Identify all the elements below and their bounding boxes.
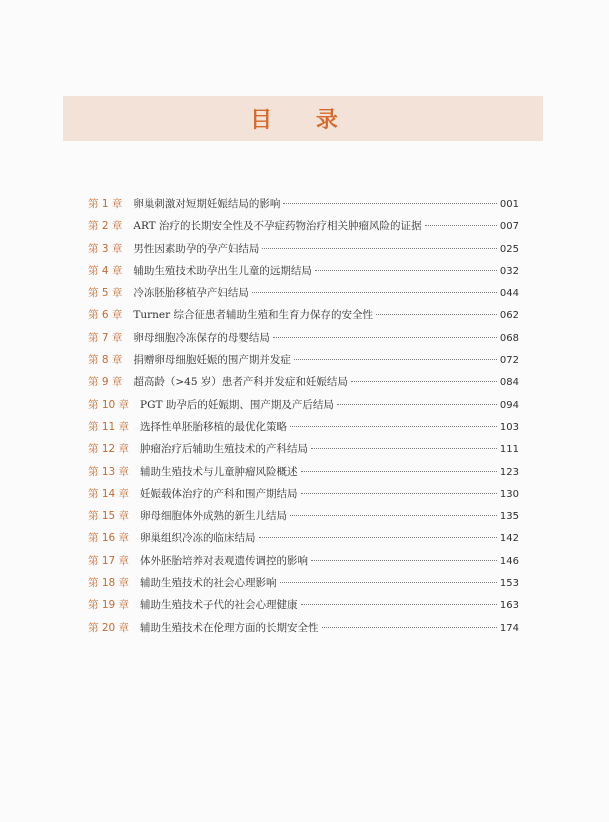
page-number: 084: [499, 377, 519, 389]
toc-entry[interactable]: [88, 530, 519, 552]
chapter-title: Turner 综合征患者辅助生殖和生育力保存的安全性: [133, 309, 373, 322]
dot-leader: [301, 471, 497, 472]
page-number: 025: [499, 243, 519, 255]
dot-leader: [294, 359, 497, 360]
toc-entry[interactable]: [88, 441, 519, 463]
chapter-title: 卵母细胞冷冻保存的母婴结局: [133, 331, 270, 344]
toc-entry[interactable]: [88, 575, 519, 597]
dot-leader: [262, 248, 497, 249]
chapter-number: 第 1 章: [88, 198, 123, 210]
chapter-number: 第 8 章: [88, 354, 123, 367]
dot-leader: [315, 270, 497, 271]
page-number: 142: [499, 533, 519, 545]
page-number: 072: [499, 355, 519, 367]
dot-leader: [280, 582, 497, 583]
page-number: 007: [499, 221, 519, 233]
dot-leader: [322, 627, 497, 628]
dot-leader: [252, 292, 497, 293]
dot-leader: [376, 314, 497, 315]
page-number: 044: [499, 288, 519, 300]
page-number: 163: [499, 600, 519, 612]
chapter-number: 第 4 章: [88, 264, 123, 277]
chapter-number: 第 9 章: [88, 376, 123, 389]
chapter-title: PGT 助孕后的妊娠期、围产期及产后结局: [140, 398, 334, 411]
toc-entry[interactable]: [88, 374, 519, 396]
dot-leader: [283, 203, 497, 204]
dot-leader: [301, 604, 497, 605]
toc-entry[interactable]: [88, 352, 519, 374]
toc-entry[interactable]: [88, 196, 519, 218]
dot-leader: [311, 448, 497, 449]
page-number: 032: [499, 265, 519, 277]
page-number: 103: [499, 421, 519, 433]
chapter-title: 辅助生殖技术子代的社会心理健康: [140, 599, 298, 612]
chapter-number: 第 10 章: [88, 398, 130, 411]
dot-leader: [425, 225, 497, 226]
dot-leader: [351, 381, 497, 382]
page-title: 目 录: [250, 107, 356, 133]
chapter-title: 卵巢刺激对短期妊娠结局的影响: [133, 198, 281, 210]
chapter-title: 捐赠卵母细胞妊娠的围产期并发症: [133, 354, 291, 367]
toc-entry[interactable]: [88, 307, 519, 329]
toc-entry[interactable]: [88, 620, 519, 642]
toc-entry[interactable]: [88, 486, 519, 508]
chapter-number: 第 5 章: [88, 287, 123, 300]
page-number: 123: [499, 466, 519, 478]
dot-leader: [290, 426, 497, 427]
page-number: 135: [499, 511, 519, 523]
title-band: [63, 96, 543, 141]
page-number: 153: [499, 578, 519, 590]
page-number: 130: [499, 488, 519, 500]
chapter-title: 冷冻胚胎移植孕产妇结局: [133, 287, 249, 300]
chapter-title: 选择性单胚胎移植的最优化策略: [140, 420, 288, 433]
chapter-number: 第 13 章: [88, 465, 130, 478]
page-number: 062: [499, 310, 519, 322]
chapter-number: 第 20 章: [88, 621, 130, 634]
chapter-title: ART 治疗的长期安全性及不孕症药物治疗相关肿瘤风险的证据: [133, 220, 422, 233]
page-number: 001: [499, 199, 519, 210]
dot-leader: [290, 515, 497, 516]
toc-entry[interactable]: [88, 397, 519, 419]
chapter-title: 卵巢组织冷冻的临床结局: [140, 532, 256, 545]
chapter-title: 辅助生殖技术助孕出生儿童的远期结局: [133, 264, 312, 277]
chapter-number: 第 15 章: [88, 510, 130, 523]
toc-entry[interactable]: [88, 419, 519, 441]
page-number: 146: [499, 555, 519, 567]
page-number: 094: [499, 399, 519, 411]
chapter-title: 卵母细胞体外成熟的新生儿结局: [140, 510, 288, 523]
toc-entry[interactable]: [88, 553, 519, 575]
chapter-number: 第 17 章: [88, 554, 130, 567]
page-number: 174: [499, 622, 519, 634]
toc-entry[interactable]: [88, 508, 519, 530]
dot-leader: [259, 537, 497, 538]
chapter-number: 第 7 章: [88, 331, 123, 344]
chapter-title: 肿瘤治疗后辅助生殖技术的产科结局: [140, 443, 309, 456]
toc-entry[interactable]: [88, 285, 519, 307]
toc-entry[interactable]: [88, 241, 519, 263]
toc-entry[interactable]: [88, 464, 519, 486]
toc-entry[interactable]: [88, 218, 519, 240]
chapter-title: 超高龄（>45 岁）患者产科并发症和妊娠结局: [133, 376, 348, 389]
chapter-number: 第 3 章: [88, 242, 123, 255]
chapter-title: 体外胚胎培养对表观遗传调控的影响: [140, 554, 309, 567]
chapter-number: 第 14 章: [88, 487, 130, 500]
dot-leader: [273, 337, 497, 338]
page-number: 068: [499, 332, 519, 344]
chapter-number: 第 19 章: [88, 599, 130, 612]
chapter-title: 男性因素助孕的孕产妇结局: [133, 242, 260, 255]
chapter-number: 第 16 章: [88, 532, 130, 545]
page-number: 111: [499, 444, 519, 456]
toc-entry[interactable]: [88, 330, 519, 352]
chapter-number: 第 11 章: [88, 420, 130, 433]
chapter-title: 妊娠载体治疗的产科和围产期结局: [140, 487, 298, 500]
chapter-number: 第 6 章: [88, 309, 123, 322]
toc-entry[interactable]: [88, 263, 519, 285]
chapter-title: 辅助生殖技术在伦理方面的长期安全性: [140, 621, 319, 634]
table-of-contents: [88, 196, 519, 642]
dot-leader: [311, 560, 497, 561]
dot-leader: [301, 493, 497, 494]
chapter-title: 辅助生殖技术的社会心理影响: [140, 577, 277, 590]
chapter-number: 第 12 章: [88, 443, 130, 456]
chapter-number: 第 18 章: [88, 577, 130, 590]
chapter-title: 辅助生殖技术与儿童肿瘤风险概述: [140, 465, 298, 478]
dot-leader: [337, 404, 497, 405]
chapter-number: 第 2 章: [88, 220, 123, 233]
toc-entry[interactable]: [88, 597, 519, 619]
